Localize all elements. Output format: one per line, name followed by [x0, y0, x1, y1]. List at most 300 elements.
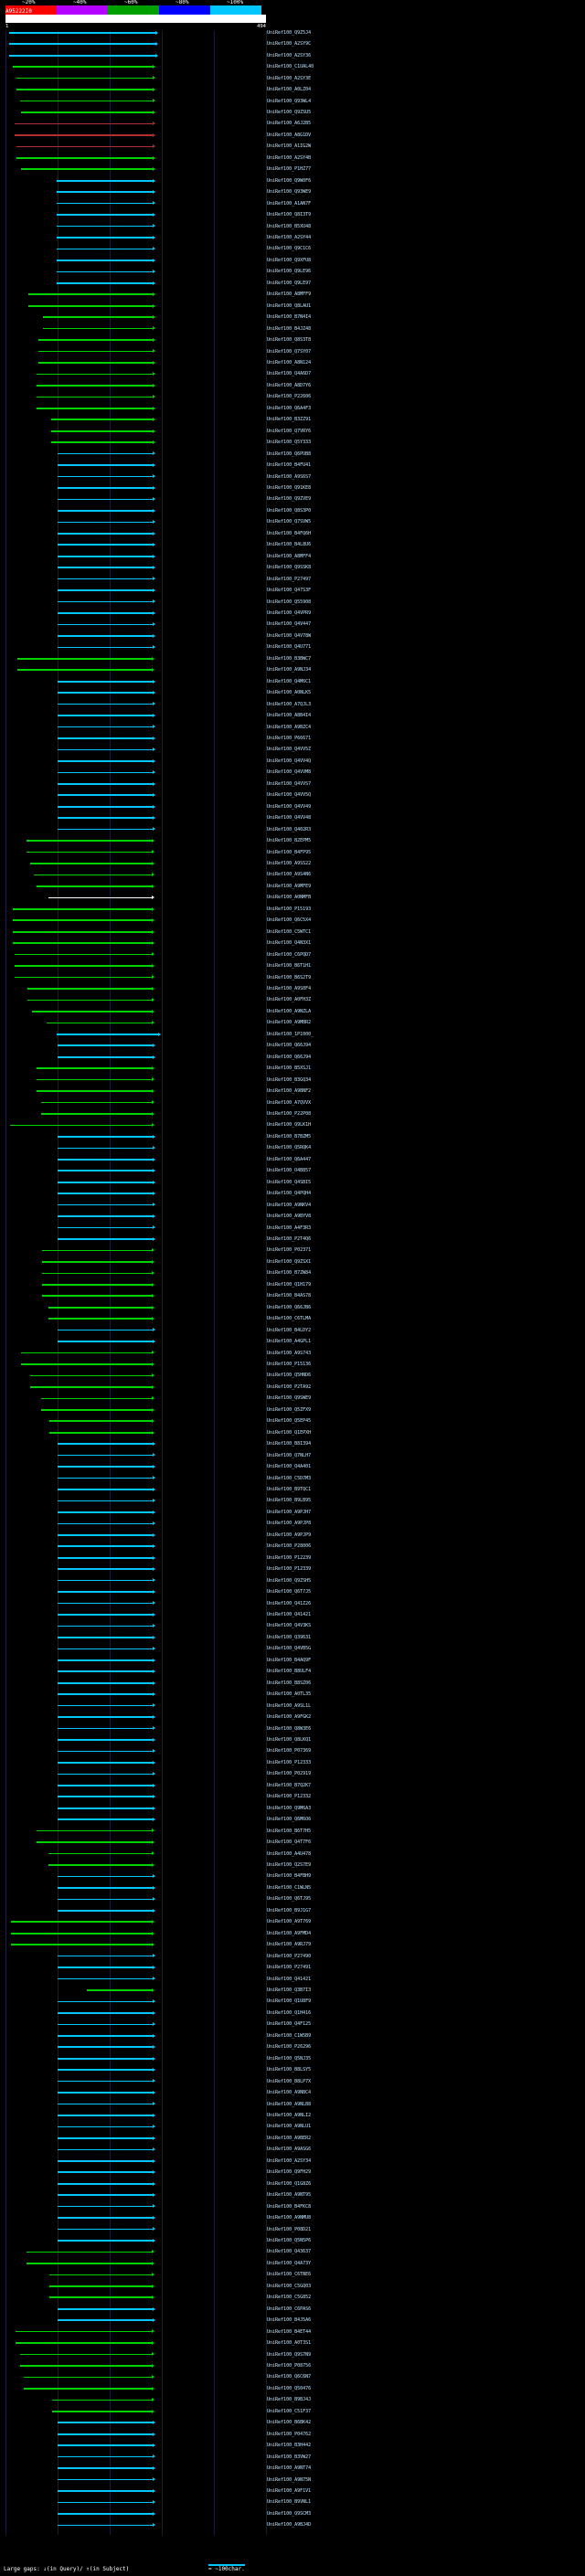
subject-label[interactable]: UniRef100_A9NLI2 — [267, 2112, 312, 2118]
hsp-bar[interactable] — [58, 499, 153, 501]
hsp-bar[interactable] — [58, 1785, 153, 1786]
subject-label[interactable]: UniRef100_Q55908 — [267, 599, 312, 605]
hsp-bar[interactable] — [58, 1182, 153, 1183]
hsp-bar[interactable] — [9, 55, 155, 57]
subject-label[interactable]: UniRef100_A9NJ34 — [267, 667, 312, 673]
subject-label[interactable]: UniRef100_B5XU48 — [267, 223, 312, 229]
hsp-bar[interactable] — [58, 794, 153, 796]
subject-label[interactable]: UniRef100_B6S2T9 — [267, 974, 312, 981]
subject-label[interactable]: UniRef100_Q9SWE9 — [267, 1395, 312, 1402]
hsp-bar[interactable] — [58, 1056, 153, 1058]
subject-label[interactable]: UniRef100_P66671 — [267, 735, 312, 741]
subject-label[interactable]: UniRef100_Q6A4F3 — [267, 405, 312, 411]
subject-label[interactable]: UniRef100_Q4A73Y — [267, 2260, 312, 2266]
subject-label[interactable]: UniRef100_B4ET44 — [267, 2328, 312, 2335]
hsp-bar[interactable] — [58, 624, 153, 626]
hsp-bar[interactable] — [28, 293, 153, 295]
hsp-bar[interactable] — [13, 931, 153, 933]
hsp-bar[interactable] — [58, 1466, 153, 1468]
subject-label[interactable]: UniRef100_B8LSY5 — [267, 2067, 312, 2073]
hsp-bar[interactable] — [34, 875, 152, 876]
hsp-bar[interactable] — [58, 1614, 153, 1616]
hsp-bar[interactable] — [58, 1511, 153, 1513]
subject-label[interactable]: UniRef100_Q6TJ95 — [267, 1896, 312, 1903]
subject-label[interactable]: UniRef100_Q50476 — [267, 2385, 312, 2391]
subject-label[interactable]: UniRef100_B7Q2K7 — [267, 1782, 312, 1788]
subject-label[interactable]: UniRef100_Q5ZFX9 — [267, 1406, 312, 1413]
subject-label[interactable]: UniRef100_B4FP95 — [267, 849, 312, 855]
subject-label[interactable]: UniRef100_A9S6S7 — [267, 473, 312, 480]
hsp-bar[interactable] — [58, 1603, 153, 1605]
subject-label[interactable]: UniRef100_Q1EPXH — [267, 1429, 312, 1436]
hsp-bar[interactable] — [57, 249, 153, 250]
hsp-bar[interactable] — [58, 556, 153, 557]
subject-label[interactable]: UniRef100_B4FU41 — [267, 462, 312, 469]
hsp-bar[interactable] — [13, 942, 153, 944]
hsp-bar[interactable] — [27, 840, 153, 842]
hsp-bar[interactable] — [30, 1386, 152, 1388]
hsp-bar[interactable] — [58, 1204, 153, 1206]
subject-label[interactable]: UniRef100_Q4VV49 — [267, 803, 312, 810]
hsp-bar[interactable] — [58, 1728, 153, 1730]
hsp-bar[interactable] — [58, 1170, 153, 1171]
subject-label[interactable]: UniRef100_A9F1V1 — [267, 2487, 312, 2494]
subject-label[interactable]: UniRef100_Q6M6O6 — [267, 1817, 312, 1823]
hsp-bar[interactable] — [58, 1500, 153, 1502]
subject-label[interactable]: UniRef100_C1UAL40 — [267, 64, 314, 70]
subject-label[interactable]: UniRef100_A9NT95 — [267, 2192, 312, 2199]
hsp-bar[interactable] — [38, 351, 153, 353]
hsp-bar[interactable] — [21, 1352, 152, 1354]
subject-label[interactable]: UniRef100_A2SY34 — [267, 2157, 312, 2164]
subject-label[interactable]: UniRef100_B4FQ6H — [267, 530, 312, 536]
subject-label[interactable]: UniRef100_Q6PUB8 — [267, 451, 312, 457]
subject-label[interactable]: UniRef100_C51F37 — [267, 2408, 312, 2414]
subject-label[interactable]: UniRef100_A9NT74 — [267, 2465, 312, 2472]
subject-label[interactable]: UniRef100_Q5EP45 — [267, 1418, 312, 1425]
subject-label[interactable]: UniRef100_A9MFE9 — [267, 883, 312, 889]
subject-label[interactable]: UniRef100_B4FBH9 — [267, 1873, 312, 1880]
hsp-bar[interactable] — [58, 2240, 153, 2242]
hsp-bar[interactable] — [58, 647, 153, 649]
subject-label[interactable]: UniRef100_Q2S7E9 — [267, 1861, 312, 1868]
subject-label[interactable]: UniRef100_B3GQ34 — [267, 1076, 312, 1083]
subject-label[interactable]: UniRef100_Q9ZSX1 — [267, 1258, 312, 1265]
subject-label[interactable]: UniRef100_B7N4I4 — [267, 314, 312, 321]
subject-label[interactable]: UniRef100_B4LDY2 — [267, 1327, 312, 1333]
subject-label[interactable]: UniRef100_Q47S3F — [267, 588, 312, 594]
subject-label[interactable]: UniRef100_B7ZW84 — [267, 1270, 312, 1277]
subject-label[interactable]: UniRef100_A9PJP8 — [267, 1521, 312, 1527]
hsp-bar[interactable] — [58, 1580, 153, 1582]
hsp-bar[interactable] — [27, 852, 153, 853]
subject-label[interactable]: UniRef100_P12332 — [267, 1794, 312, 1800]
subject-label[interactable]: UniRef100_A9BZC4 — [267, 724, 312, 730]
hsp-bar[interactable] — [11, 1933, 152, 1935]
hsp-bar[interactable] — [58, 1044, 153, 1046]
hsp-bar[interactable] — [58, 2115, 153, 2116]
subject-label[interactable]: UniRef100_C1WLN5 — [267, 1884, 312, 1891]
hsp-bar[interactable] — [58, 1978, 153, 1980]
hsp-bar[interactable] — [58, 1966, 153, 1968]
subject-label[interactable]: UniRef100_Q4VVS7 — [267, 780, 312, 787]
hsp-bar[interactable] — [58, 1193, 153, 1194]
hsp-bar[interactable] — [37, 885, 152, 887]
subject-label[interactable]: UniRef100_P04762 — [267, 2431, 312, 2437]
hsp-bar[interactable] — [58, 2035, 153, 2037]
subject-label[interactable]: UniRef100_A9BJ4D — [267, 2522, 312, 2528]
subject-label[interactable]: UniRef100_Q3B7I3 — [267, 1987, 312, 1993]
hsp-bar[interactable] — [58, 1637, 153, 1638]
hsp-bar[interactable] — [58, 1238, 153, 1240]
hsp-bar[interactable] — [41, 1113, 152, 1115]
hsp-bar[interactable] — [37, 385, 153, 387]
hsp-bar[interactable] — [58, 2479, 153, 2481]
hsp-bar[interactable] — [49, 1432, 152, 1434]
subject-label[interactable]: UniRef100_Q9SSK8 — [267, 565, 312, 571]
subject-label[interactable]: UniRef100_A9PJH7 — [267, 1509, 312, 1515]
subject-label[interactable]: UniRef100_C5GQ03 — [267, 2283, 312, 2289]
hsp-bar[interactable] — [32, 1011, 152, 1012]
hsp-bar[interactable] — [58, 1545, 153, 1547]
subject-label[interactable]: UniRef100_A0NLK5 — [267, 690, 312, 696]
hsp-bar[interactable] — [58, 1807, 153, 1809]
subject-label[interactable]: UniRef100_P12333 — [267, 1759, 312, 1765]
hsp-bar[interactable] — [11, 1921, 152, 1923]
hsp-bar[interactable] — [47, 1023, 153, 1024]
hsp-bar[interactable] — [58, 737, 153, 739]
hsp-bar[interactable] — [58, 2024, 153, 2026]
subject-label[interactable]: UniRef100_C6TNE6 — [267, 2272, 312, 2278]
hsp-bar[interactable] — [58, 1136, 153, 1138]
subject-label[interactable]: UniRef100_Q7NLH7 — [267, 1452, 312, 1458]
subject-label[interactable]: UniRef100_A9NLU1 — [267, 2124, 312, 2130]
subject-label[interactable]: UniRef100_Q9SCM3 — [267, 2510, 312, 2517]
subject-label[interactable]: UniRef100_Q41421 — [267, 1976, 312, 1982]
subject-label[interactable]: UniRef100_A8G1DV — [267, 132, 312, 138]
subject-label[interactable]: UniRef100_A8D7Y6 — [267, 382, 312, 388]
subject-label[interactable]: UniRef100_Q5HND6 — [267, 1373, 312, 1379]
subject-label[interactable]: UniRef100_Q4V447 — [267, 621, 312, 628]
hsp-bar[interactable] — [58, 1591, 153, 1593]
subject-label[interactable]: UniRef100_Q8LKQ1 — [267, 1736, 312, 1743]
subject-label[interactable]: UniRef100_Q6A447 — [267, 1156, 312, 1162]
subject-label[interactable]: UniRef100_A0NMFB — [267, 895, 312, 901]
hsp-bar[interactable] — [37, 1841, 152, 1843]
subject-label[interactable]: UniRef100_Q9S7N9 — [267, 2351, 312, 2358]
subject-label[interactable]: UniRef100_A1AN7F — [267, 200, 312, 207]
hsp-bar[interactable] — [58, 1534, 153, 1536]
hsp-bar[interactable] — [57, 191, 153, 193]
hsp-bar[interactable] — [58, 760, 153, 762]
hsp-bar[interactable] — [58, 1523, 153, 1525]
subject-label[interactable]: UniRef100_C5G852 — [267, 2295, 312, 2301]
hsp-bar[interactable] — [58, 1705, 153, 1707]
hsp-bar[interactable] — [58, 2160, 153, 2162]
hsp-bar[interactable] — [16, 157, 153, 159]
subject-label[interactable]: UniRef100_Q1U8F9 — [267, 1998, 312, 2005]
subject-label[interactable]: UniRef100_Q9ZSH5 — [267, 1577, 312, 1584]
subject-label[interactable]: UniRef100_P22P08 — [267, 1110, 312, 1117]
subject-label[interactable]: UniRef100_Q66JB6 — [267, 1304, 312, 1310]
subject-label[interactable]: UniRef100_Q8W3E6 — [267, 1725, 312, 1732]
hsp-bar[interactable] — [15, 134, 153, 136]
subject-label[interactable]: UniRef100_Q9W0F6 — [267, 177, 312, 184]
hsp-bar[interactable] — [28, 305, 153, 307]
hsp-bar[interactable] — [52, 2400, 152, 2401]
hsp-bar[interactable] — [24, 2377, 152, 2379]
hsp-bar[interactable] — [58, 2126, 153, 2128]
hsp-bar[interactable] — [58, 681, 153, 683]
subject-label[interactable]: UniRef100_Q4T7F6 — [267, 1839, 312, 1846]
hsp-bar[interactable] — [58, 1159, 153, 1161]
hsp-bar[interactable] — [58, 2217, 153, 2219]
subject-label[interactable]: UniRef100_B4JZ48 — [267, 325, 312, 332]
hsp-bar[interactable] — [17, 669, 152, 671]
hsp-bar[interactable] — [57, 282, 153, 284]
hsp-bar[interactable] — [58, 726, 153, 728]
hsp-bar[interactable] — [58, 749, 153, 751]
hsp-bar[interactable] — [58, 578, 153, 580]
hsp-bar[interactable] — [58, 464, 153, 466]
hsp-bar[interactable] — [58, 533, 153, 535]
subject-label[interactable]: UniRef100_C1W5B9 — [267, 2032, 312, 2039]
hsp-bar[interactable] — [58, 476, 153, 478]
subject-label[interactable]: UniRef100_Q1H416 — [267, 2009, 312, 2016]
subject-label[interactable]: UniRef100_Q4A401 — [267, 1464, 312, 1470]
subject-label[interactable]: UniRef100_A9NMU8 — [267, 2215, 312, 2221]
subject-label[interactable]: UniRef100_Q5Y333 — [267, 440, 312, 446]
subject-label[interactable]: UniRef100_Q9ZSU5 — [267, 109, 312, 115]
subject-label[interactable]: UniRef100_A4F3R3 — [267, 1224, 312, 1231]
subject-label[interactable]: UniRef100_Q9ZVE9 — [267, 496, 312, 503]
hsp-bar[interactable] — [58, 1330, 153, 1331]
subject-label[interactable]: UniRef100_B8I394 — [267, 1441, 312, 1447]
hsp-bar[interactable] — [37, 374, 153, 376]
hsp-bar[interactable] — [16, 146, 153, 148]
subject-label[interactable]: UniRef100_A9NBC4 — [267, 2090, 312, 2096]
hsp-bar[interactable] — [58, 453, 153, 455]
subject-label[interactable]: UniRef100_P12239 — [267, 1554, 312, 1561]
hsp-bar[interactable] — [58, 522, 153, 524]
hsp-bar[interactable] — [58, 544, 153, 546]
hsp-bar[interactable] — [57, 237, 153, 239]
hsp-bar[interactable] — [58, 1751, 153, 1753]
subject-label[interactable]: UniRef100_A9FGK2 — [267, 1714, 312, 1721]
hsp-bar[interactable] — [16, 2331, 152, 2333]
subject-label[interactable]: UniRef100_Q9XFU8 — [267, 257, 312, 263]
hsp-bar[interactable] — [21, 168, 154, 170]
hsp-bar[interactable] — [27, 2252, 153, 2253]
hsp-bar[interactable] — [58, 1762, 153, 1764]
hsp-bar[interactable] — [58, 2012, 153, 2014]
hsp-bar[interactable] — [58, 2194, 153, 2196]
hsp-bar[interactable] — [58, 567, 153, 568]
hsp-bar[interactable] — [48, 1853, 152, 1855]
hsp-bar[interactable] — [58, 487, 153, 489]
subject-label[interactable]: UniRef100_O4B857 — [267, 1168, 312, 1174]
hsp-bar[interactable] — [58, 1557, 153, 1559]
hsp-bar[interactable] — [58, 2137, 153, 2139]
subject-label[interactable]: UniRef100_Q9M6A3 — [267, 1805, 312, 1811]
subject-label[interactable]: UniRef100_Q4VV5Z — [267, 747, 312, 753]
subject-label[interactable]: UniRef100_C6PQD7 — [267, 951, 312, 958]
subject-label[interactable]: UniRef100_A9RJ79 — [267, 1942, 312, 1948]
subject-label[interactable]: UniRef100_B9LB95 — [267, 1498, 312, 1504]
hsp-bar[interactable] — [58, 2058, 153, 2060]
hsp-bar[interactable] — [58, 2046, 153, 2048]
hsp-bar[interactable] — [15, 977, 152, 979]
hsp-bar[interactable] — [58, 2422, 153, 2423]
subject-label[interactable]: UniRef100_A8MFF9 — [267, 292, 312, 298]
subject-label[interactable]: UniRef100_Q4F125 — [267, 2021, 312, 2028]
hsp-bar[interactable] — [58, 601, 153, 603]
subject-label[interactable]: UniRef100_A9NLB8 — [267, 2101, 312, 2107]
subject-label[interactable]: UniRef100_B6T7H5 — [267, 1828, 312, 1834]
subject-label[interactable]: UniRef100_Q4V78W — [267, 632, 312, 639]
hsp-bar[interactable] — [42, 1250, 152, 1252]
subject-label[interactable]: UniRef100_Q4U771 — [267, 644, 312, 651]
hsp-bar[interactable] — [58, 1341, 153, 1342]
hsp-bar[interactable] — [48, 1864, 152, 1866]
hsp-bar[interactable] — [37, 1079, 152, 1081]
hsp-bar[interactable] — [58, 1876, 153, 1878]
subject-label[interactable]: UniRef100_Q4VV48 — [267, 815, 312, 822]
subject-label[interactable]: UniRef100_B7BZM5 — [267, 1133, 312, 1140]
hsp-bar[interactable] — [49, 2296, 152, 2298]
subject-label[interactable]: UniRef100_Q8LAU1 — [267, 302, 312, 309]
subject-label[interactable]: UniRef100_A9S0F4 — [267, 985, 312, 991]
hsp-bar[interactable] — [58, 589, 153, 591]
hsp-bar[interactable] — [58, 2444, 153, 2446]
hsp-bar[interactable] — [42, 1261, 152, 1263]
subject-label[interactable]: UniRef100_Q43637 — [267, 2249, 312, 2255]
hsp-bar[interactable] — [58, 1626, 153, 1627]
hsp-bar[interactable] — [58, 2149, 153, 2151]
hsp-bar[interactable] — [15, 965, 152, 967]
hsp-bar[interactable] — [58, 1148, 153, 1150]
hsp-bar[interactable] — [57, 260, 153, 261]
subject-label[interactable]: UniRef100_A9SL1L — [267, 1702, 312, 1709]
subject-label[interactable]: UniRef100_A9PJP9 — [267, 1532, 312, 1538]
hsp-bar[interactable] — [58, 1716, 153, 1718]
hsp-bar[interactable] — [58, 1227, 153, 1229]
subject-label[interactable]: UniRef100_Q41Z26 — [267, 1600, 312, 1606]
hsp-bar[interactable] — [58, 1739, 153, 1741]
subject-label[interactable]: UniRef100_A9ASG6 — [267, 2147, 312, 2153]
subject-label[interactable]: UniRef100_A9FMD4 — [267, 1930, 312, 1936]
hsp-bar[interactable] — [58, 1899, 153, 1901]
subject-label[interactable]: UniRef100_B9TQC1 — [267, 1486, 312, 1492]
hsp-bar[interactable] — [37, 1090, 152, 1092]
subject-label[interactable]: UniRef100_Q66J94 — [267, 1043, 312, 1049]
subject-label[interactable]: UniRef100_Q6C5X4 — [267, 917, 312, 924]
subject-label[interactable]: UniRef100_A9BER2 — [267, 2135, 312, 2141]
hsp-bar[interactable] — [87, 1989, 152, 1991]
hsp-bar[interactable] — [52, 2411, 152, 2412]
hsp-bar[interactable] — [58, 2092, 153, 2094]
subject-label[interactable]: UniRef100_A9NZLA — [267, 1008, 312, 1014]
subject-label[interactable]: UniRef100_Q6C6N7 — [267, 2374, 312, 2380]
hsp-bar[interactable] — [30, 863, 152, 864]
subject-label[interactable]: UniRef100_B6T1H1 — [267, 963, 312, 970]
subject-label[interactable]: UniRef100_B6BK42 — [267, 2420, 312, 2426]
subject-label[interactable]: UniRef100_B8LP7X — [267, 2078, 312, 2084]
subject-label[interactable]: UniRef100_Q6T7J5 — [267, 1589, 312, 1595]
subject-label[interactable]: UniRef100_Q91KE8 — [267, 484, 312, 491]
subject-label[interactable]: UniRef100_Q4V3KS — [267, 1623, 312, 1629]
subject-label[interactable]: UniRef100_Q402R3 — [267, 826, 312, 832]
hsp-bar[interactable] — [58, 1693, 153, 1695]
hsp-bar[interactable] — [57, 271, 153, 273]
hsp-bar[interactable] — [58, 2456, 153, 2458]
hsp-bar[interactable] — [57, 180, 153, 182]
subject-label[interactable]: UniRef100_B4AQ9F — [267, 1657, 312, 1663]
hsp-bar[interactable] — [58, 1568, 153, 1570]
subject-label[interactable]: UniRef100_P27491 — [267, 1965, 312, 1971]
subject-label[interactable]: UniRef100_A9T769 — [267, 1919, 312, 1925]
subject-label[interactable]: UniRef100_A8B4I4 — [267, 713, 312, 719]
subject-label[interactable]: UniRef100_Q4VV4Q — [267, 758, 312, 764]
hsp-bar[interactable] — [58, 1682, 153, 1684]
hsp-bar[interactable] — [58, 1887, 153, 1889]
hsp-bar[interactable] — [58, 692, 153, 694]
hsp-bar[interactable] — [58, 2490, 153, 2492]
subject-label[interactable]: UniRef100_A8N124 — [267, 359, 312, 366]
hsp-bar[interactable] — [38, 362, 153, 364]
subject-label[interactable]: UniRef100_Q4VPR9 — [267, 610, 312, 616]
hsp-bar[interactable] — [58, 2206, 153, 2208]
hsp-bar[interactable] — [37, 1830, 152, 1832]
subject-label[interactable]: UniRef100_A7QVVX — [267, 1099, 312, 1106]
hsp-bar[interactable] — [17, 658, 152, 660]
subject-label[interactable]: UniRef100_P2TA92 — [267, 1383, 312, 1390]
subject-label[interactable]: UniRef100_A2SY44 — [267, 234, 312, 240]
subject-label[interactable]: UniRef100_A9SS22 — [267, 860, 312, 866]
subject-label[interactable]: UniRef100_Q66J94 — [267, 1054, 312, 1060]
subject-label[interactable]: UniRef100_Q1G8Z6 — [267, 2180, 312, 2187]
subject-label[interactable]: UniRef100_Q9LE96 — [267, 269, 312, 275]
subject-label[interactable]: UniRef100_Q4VVM8 — [267, 769, 312, 776]
hsp-bar[interactable] — [38, 339, 153, 341]
subject-label[interactable]: UniRef100_A7QJL3 — [267, 701, 312, 707]
subject-label[interactable]: UniRef100_Q39631 — [267, 1634, 312, 1640]
subject-label[interactable]: UniRef100_Q41421 — [267, 1611, 312, 1617]
subject-label[interactable]: UniRef100_A2SY9C — [267, 41, 312, 48]
hsp-bar[interactable] — [48, 1307, 152, 1309]
hsp-bar[interactable] — [58, 635, 153, 637]
hsp-bar[interactable] — [51, 419, 153, 420]
hsp-bar[interactable] — [24, 2388, 152, 2390]
subject-label[interactable]: UniRef100_B8SZ06 — [267, 1680, 312, 1686]
subject-label[interactable]: UniRef100_Q4N3X1 — [267, 940, 312, 947]
hsp-bar[interactable] — [58, 1659, 153, 1661]
subject-label[interactable]: UniRef100_Q5RQK4 — [267, 1145, 312, 1151]
hsp-bar[interactable] — [11, 1944, 152, 1945]
subject-label[interactable]: UniRef100_A9N75N — [267, 2476, 312, 2483]
hsp-bar[interactable] — [9, 32, 155, 34]
subject-label[interactable]: UniRef100_Q4SBI5 — [267, 1179, 312, 1185]
subject-label[interactable]: UniRef100_A9MBR2 — [267, 1020, 312, 1026]
subject-label[interactable]: UniRef100_A2SY3E — [267, 75, 312, 81]
hsp-bar[interactable] — [42, 1284, 152, 1286]
hsp-bar[interactable] — [51, 441, 153, 443]
subject-label[interactable]: UniRef100_Q4A6D7 — [267, 371, 312, 377]
subject-label[interactable]: UniRef100_A4GPL1 — [267, 1339, 312, 1345]
hsp-bar[interactable] — [42, 1295, 152, 1297]
hsp-bar[interactable] — [58, 2001, 153, 2003]
subject-label[interactable]: UniRef100_C5WTC1 — [267, 928, 312, 935]
